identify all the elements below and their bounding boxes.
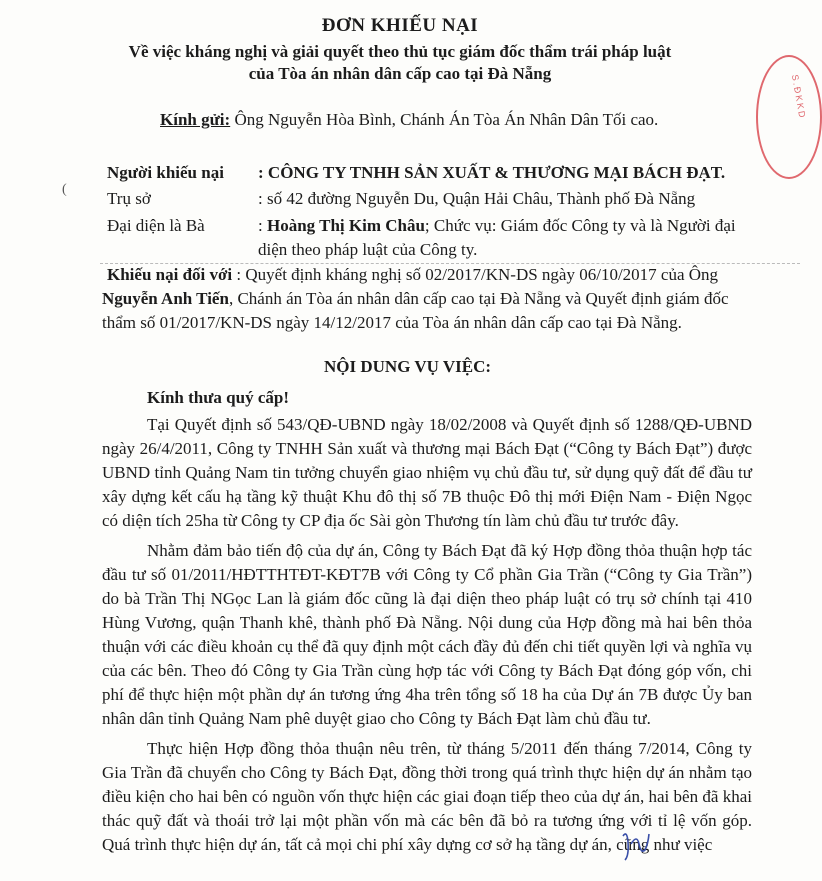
stamp-text: S.ĐKKD (789, 73, 808, 121)
against-line-2 (102, 289, 729, 309)
complainant-label: Người khiếu nại (107, 163, 224, 182)
hq-value: : số 42 đường Nguyễn Du, Quận Hải Châu, Thành phố Đà Nẵng (258, 189, 696, 208)
representative-colon: : (258, 216, 267, 235)
representative-name: Hoàng Thị Kim Châu (266, 216, 425, 235)
divider (100, 263, 800, 264)
document-title: ĐƠN KHIẾU NẠI (321, 15, 479, 36)
against-person-name: Nguyễn Anh Tiến (102, 289, 229, 308)
document-subtitle-2: của Tòa án nhân dân cấp cao tại Đà Nẵng (248, 64, 552, 83)
representative-position: ; Chức vụ: Giám đốc Công ty và là Người đại (424, 216, 736, 235)
paragraph-2: Nhằm đảm bảo tiến độ của dự án, Công ty Bách Đạt đã ký Hợp đồng thỏa thuận hợp tác đầu tư số 01/2011/HĐTTHTĐT-KĐT7B với Công ty Cổ phần Gia Trần (“Công ty Gia Trần”) do bà Trần Thị NGọc Lan là giám đốc cũng là đại diện theo pháp luật có trụ sở chính tại 410 Hùng Vương, quận Thanh khê, thành phố Đà Nẵng. Nội dung của Hợp đồng mà hai bên thỏa thuận với các điều khoản cụ thể đã quy định một cách đầy đủ đến chi tiết quyền lợi và nghĩa vụ của các bên. Theo đó Công ty Gia Trần cùng hợp tác với Công ty Bách Đạt đóng góp vốn, chi phí để thực hiện một phần dự án tương ứng 4ha trên tổng số 18 ha của Dự án 7B được Ủy ban nhân dân tỉnh Quảng Nam phê duyệt giao cho Công ty Bách Đạt làm chủ đầu tư. (102, 541, 752, 728)
against-label: Khiếu nại đối với (107, 265, 233, 284)
complainant-value: : CÔNG TY TNHH SẢN XUẤT & THƯƠNG MẠI BÁCH ĐẠT. (258, 163, 726, 182)
recipient-line (160, 110, 658, 130)
against-line-3: thẩm số 01/2017/KN-DS ngày 14/12/2017 của Tòa án nhân dân cấp cao tại Đà Nẵng. (102, 313, 682, 332)
against-line-1 (107, 265, 718, 285)
against-text-2: , Chánh án Tòa án nhân dân cấp cao tại Đà Nẵng và Quyết định giám đốc (228, 289, 729, 308)
recipient-value: Ông Nguyễn Hòa Bình, Chánh Án Tòa Án Nhân Dân Tối cao. (230, 110, 659, 129)
representative-line-1 (258, 216, 736, 236)
content-body (102, 413, 752, 857)
hq-label: Trụ sở (107, 189, 151, 208)
content-heading: NỘI DUNG VỤ VIỆC: (324, 357, 492, 376)
representative-label: Đại diện là Bà (107, 216, 205, 235)
against-text-1: : Quyết định kháng nghị số 02/2017/KN-DS ngày 06/10/2017 của Ông (232, 265, 719, 284)
paragraph-1: Tại Quyết định số 543/QĐ-UBND ngày 18/02/2008 và Quyết định số 1288/QĐ-UBND ngày 26/4/2011, Công ty TNHH Sản xuất và thương mại Bách Đạt (“Công ty Bách Đạt”) được UBND tỉnh Quảng Nam tin tưởng chuyển giao nhiệm vụ chủ đầu tư, sử dụng quỹ đất để đầu tư xây dựng kết cấu hạ tầng kỹ thuật Khu đô thị số 7B thuộc Đô thị mới Điện Nam - Điện Ngọc có diện tích 25ha từ Công ty CP địa ốc Sài gòn Thương tín làm chủ đầu tư trước đây. (102, 415, 752, 530)
margin-mark: ( (62, 182, 67, 197)
document-subtitle-1: Về việc kháng nghị và giải quyết theo thủ tục giám đốc thẩm trái pháp luật (128, 42, 672, 61)
paragraph-3: Thực hiện Hợp đồng thỏa thuận nêu trên, từ tháng 5/2011 đến tháng 7/2014, Công ty Gia Trần đã chuyển cho Công ty Bách Đạt, đồng thời trong quá trình thực hiện dự án nhằm tạo điều kiện cho hai bên có nguồn vốn thực hiện các giai đoạn tiếp theo của dự án, hai bên đã khai thác quỹ đất và thoái trở lại một phần vốn mà các bên đã bỏ ra tương ứng với tỉ lệ vốn góp. Quá trình thực hiện dự án, tất cả mọi chi phí xây dựng cơ sở hạ tầng dự án, cũng như việc (102, 739, 752, 854)
recipient-label: Kính gửi: (160, 110, 231, 129)
representative-line-2: diện theo pháp luật của Công ty. (258, 240, 478, 259)
greeting: Kính thưa quý cấp! (147, 388, 289, 407)
signature-initials (615, 822, 657, 864)
